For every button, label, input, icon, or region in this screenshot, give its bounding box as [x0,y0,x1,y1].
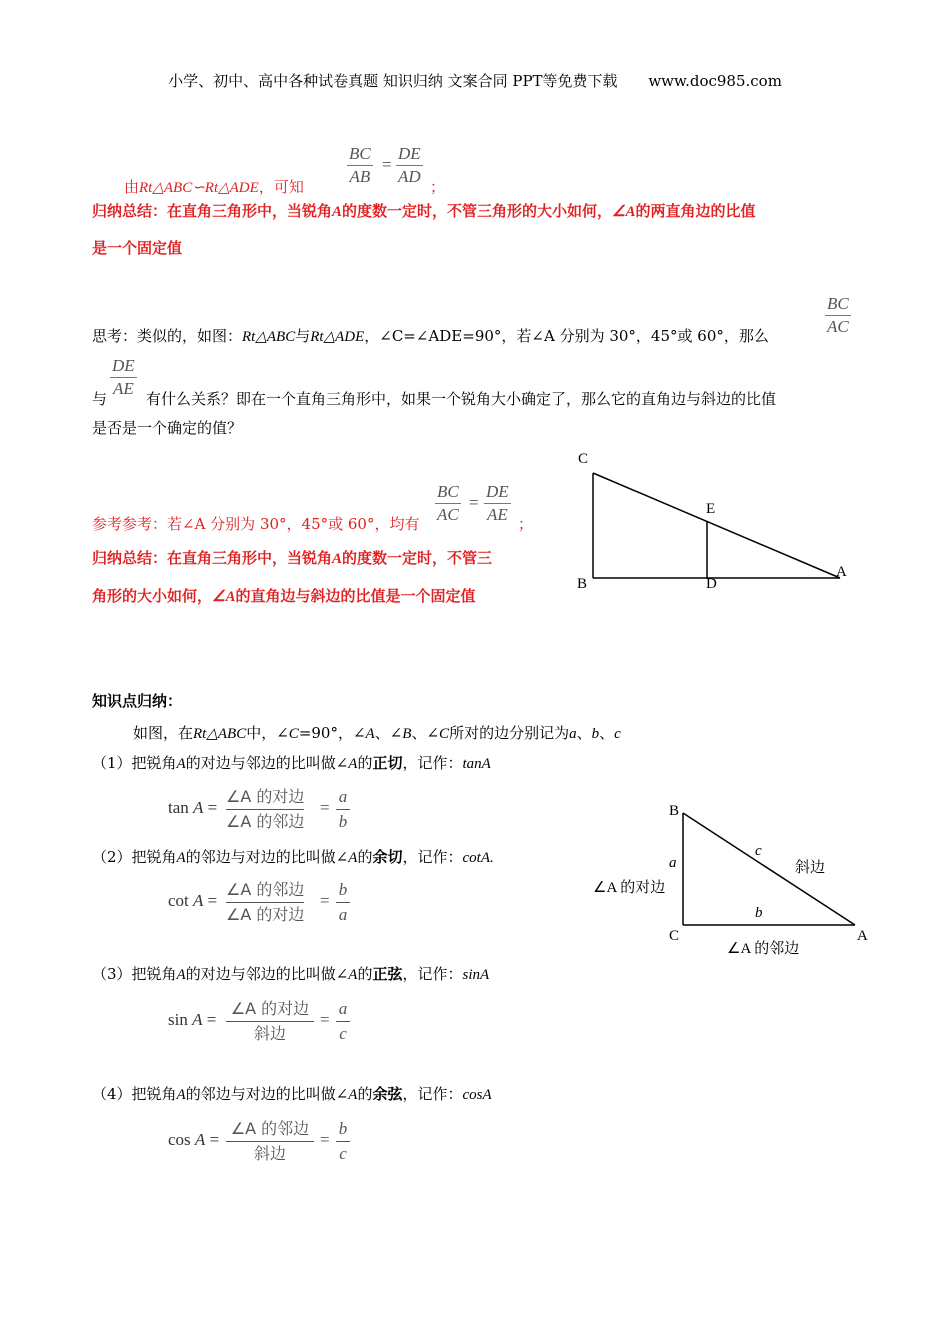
knowledge-title: 知识点归纳： [92,692,183,710]
formula-sin: sin A = ∠A 的对边 斜边 = $\frac{a}{c}$ [168,997,368,1049]
ratio-bc-ac-ref: $\frac{BC}{AC}$ [437,482,459,524]
label-c: C [578,451,589,467]
ratio-de-ad: $\frac{DE}{AD}$ [398,144,421,186]
think-line-1: 思考：类似的，如图：Rt△ABC与Rt△ADE，∠C=∠ADE=90°，若∠A 分别为 30°，45°或 60°，那么 [92,327,769,345]
label-side-a: a [669,855,677,871]
label-e: E [706,501,716,517]
summary-2: 归纳总结：在直角三角形中，当锐角A的度数一定时，不管三 [92,549,493,567]
label-adjacent: ∠A 的邻边 [727,941,800,957]
label-b: B [577,576,588,592]
formula-cos: cos A = ∠A 的邻边 斜边 = $\frac{b}{c}$ [168,1117,368,1169]
semicolon: ； [430,178,446,196]
equals-sign: = [382,155,392,174]
side-ba [683,813,855,925]
similarity-statement: 由Rt△ABC∽Rt△ADE，可知 [124,178,304,196]
definition-tan: （1）把锐角A的对边与邻边的比叫做∠A的正切，记作：tanA [92,754,491,772]
reference-semicolon: ； [518,515,534,533]
label-side-c: c [755,843,762,859]
think-line-3: 是否是一个确定的值？ [92,419,243,437]
definition-cot: （2）把锐角A的邻边与对边的比叫做∠A的余切，记作：cotA. [92,848,494,866]
side-ca [593,473,840,578]
summary-2-line2: 角形的大小如何，∠A的直角边与斜边的比值是一个固定值 [92,587,476,605]
label-side-b: b [755,905,763,921]
label-d: D [706,576,717,592]
ratio-bc-ac: $\frac{BC}{AC}$ [827,294,849,336]
formula-tan: tan A = ∠A 的对边 ∠A 的邻边 = $\frac{a}{b}$ [168,785,368,837]
header-site: www.doc985.com [648,72,782,90]
label-c: C [669,928,680,944]
think-line-2: 有什么关系？即在一个直角三角形中，如果一个锐角大小确定了，那么它的直角边与斜边的比值 [146,390,777,408]
label-a: A [836,564,847,580]
think-line-2-a: 与 [92,390,108,408]
label-b: B [669,803,680,819]
definition-sin: （3）把锐角A的对边与邻边的比叫做∠A的正弦，记作：sinA [92,965,490,983]
triangle-figure-2 [585,795,885,965]
ratio-de-ae: $\frac{DE}{AE}$ [112,356,135,398]
summary-1-line2: 是一个固定值 [92,239,183,257]
label-a: A [857,928,868,944]
label-hypotenuse: 斜边 [795,860,826,876]
header-text: 小学、初中、高中各种试卷真题 知识归纳 文案合同 PPT等免费下载 [168,72,618,90]
summary-1: 归纳总结：在直角三角形中，当锐角A的度数一定时，不管三角形的大小如何，∠A的两直角边的比值 [92,202,756,220]
formula-cot: cot A = ∠A 的邻边 ∠A 的对边 = $\frac{b}{a}$ [168,878,368,930]
ratio-bc-ab: $\frac{BC}{AB}$ [349,144,371,186]
ratio-de-ae-ref: $\frac{DE}{AE}$ [486,482,509,524]
triangle-figure-1 [570,445,860,595]
definition-cos: （4）把锐角A的邻边与对边的比叫做∠A的余弦，记作：cosA [92,1085,492,1103]
label-opposite: ∠A 的对边 [593,880,666,896]
knowledge-intro: 如图，在Rt△ABC中，∠C=90°，∠A、∠B、∠C所对的边分别记为a、b、c [133,724,621,742]
page-header [0,70,950,91]
reference-line: 参考参考：若∠A 分别为 30°，45°或 60°，均有 [92,515,420,533]
equals-sign-ref: = [469,493,479,512]
